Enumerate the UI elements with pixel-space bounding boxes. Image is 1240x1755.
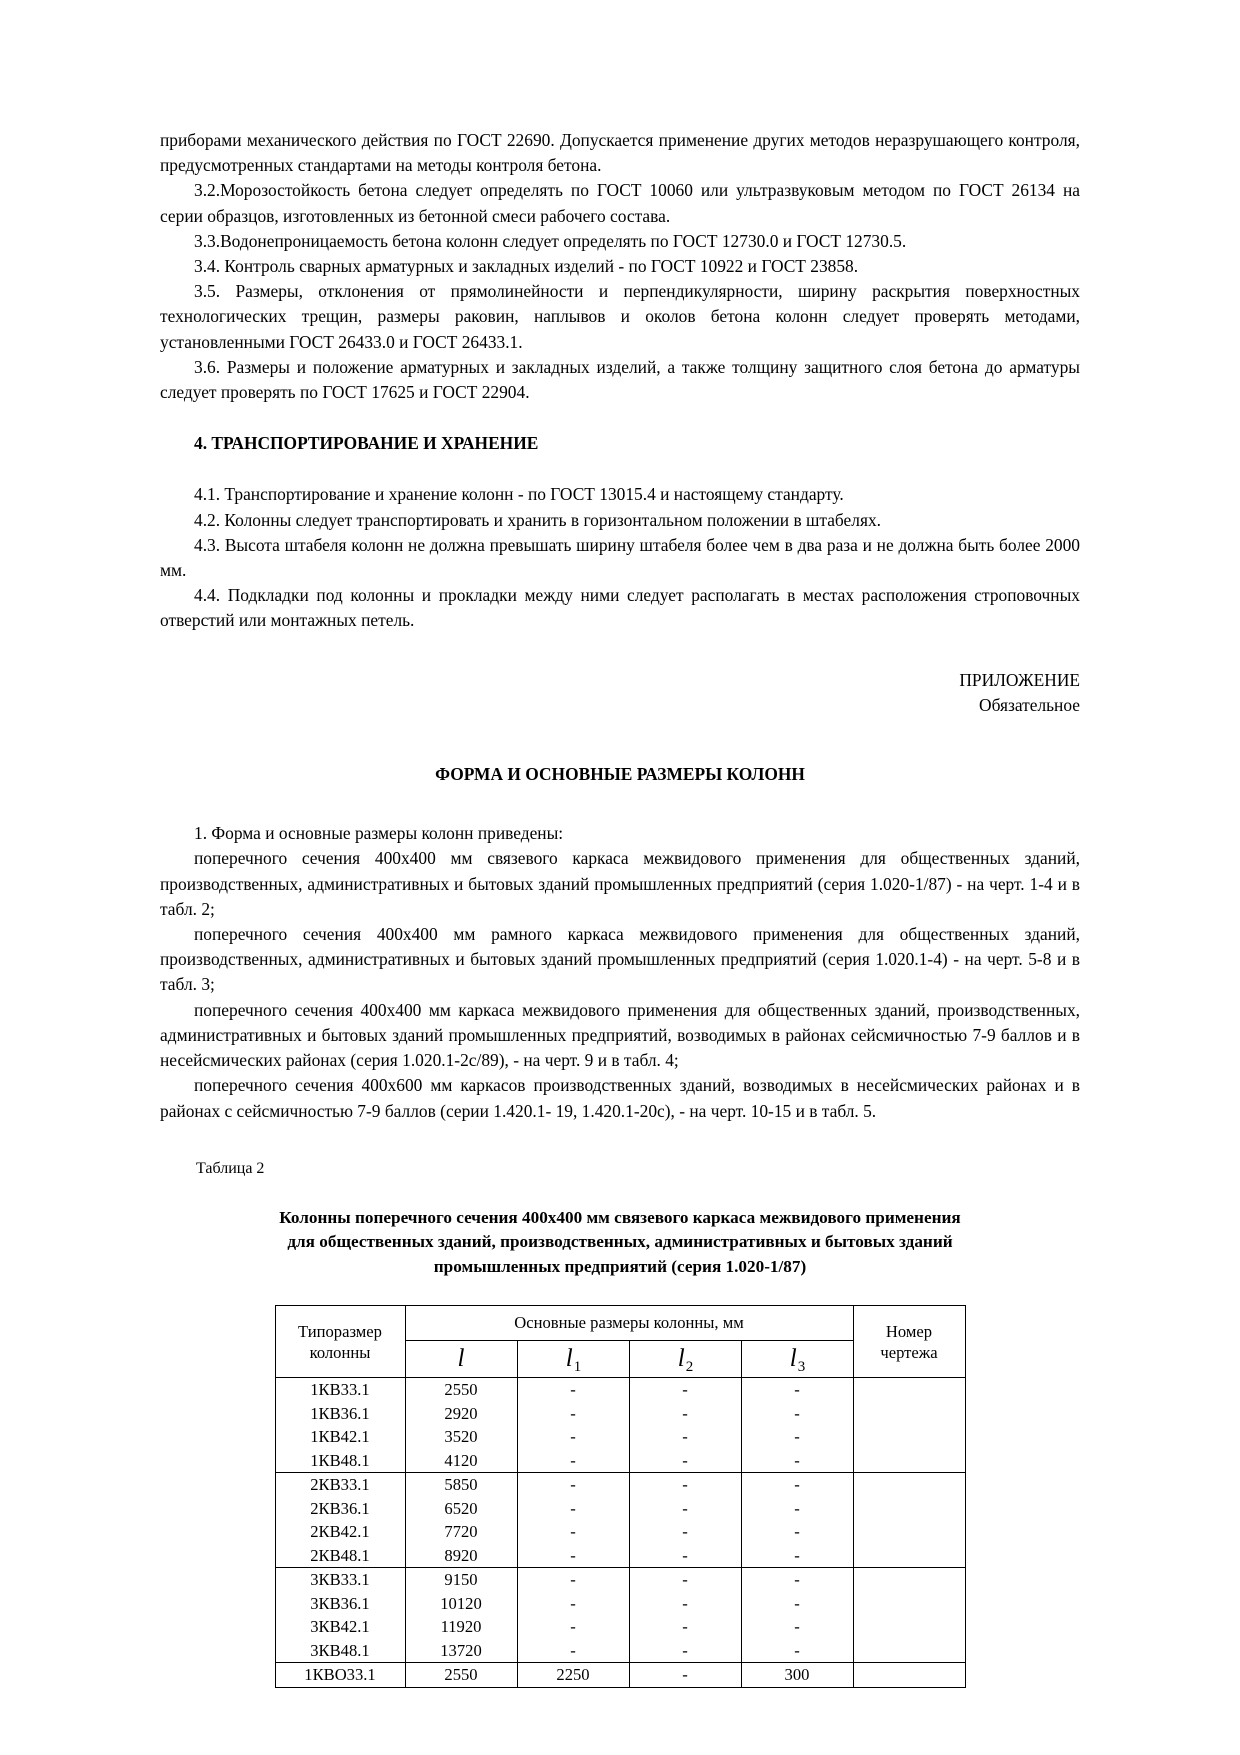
cell-drawing-number (853, 1402, 965, 1426)
cell-l: 3520 (405, 1425, 517, 1449)
cell-l3: - (741, 1402, 853, 1426)
cell-l2: - (629, 1663, 741, 1688)
symbol-l3-base: l (789, 1345, 797, 1373)
cell-column-type: 3КВ33.1 (275, 1568, 405, 1592)
table-body (275, 1378, 965, 1688)
cell-l: 7720 (405, 1520, 517, 1544)
cell-drawing-number (853, 1520, 965, 1544)
cell-column-type: 1КВ36.1 (275, 1402, 405, 1426)
cell-column-type: 1КВ42.1 (275, 1425, 405, 1449)
cell-l3: - (741, 1520, 853, 1544)
cell-drawing-number (853, 1592, 965, 1616)
cell-l3: - (741, 1568, 853, 1592)
cell-l: 10120 (405, 1592, 517, 1616)
cell-l1: - (517, 1497, 629, 1521)
spacer (160, 718, 1080, 762)
paragraph-3-5: 3.5. Размеры, отклонения от прямолинейности и перпендикулярности, ширину раскрытия поверхностных технологических трещин, размеры раковин, наплывов и околов бетона колонн следует проверять методами, установленными ГОСТ 26433.0 и ГОСТ 26433.1. (160, 281, 1080, 352)
table-row (275, 1663, 965, 1688)
table-row (275, 1520, 965, 1544)
header-column-type-line2: колонны (309, 1342, 371, 1362)
cell-l2: - (629, 1592, 741, 1616)
cell-l: 13720 (405, 1639, 517, 1663)
spacer (160, 787, 1080, 821)
cell-column-type: 2КВ36.1 (275, 1497, 405, 1521)
cell-column-type: 3КВ48.1 (275, 1639, 405, 1663)
table-row (275, 1449, 965, 1473)
cell-l3: - (741, 1615, 853, 1639)
table-row (275, 1592, 965, 1616)
spacer (160, 634, 1080, 668)
paragraph-3-4: 3.4. Контроль сварных арматурных и закладных изделий - по ГОСТ 10922 и ГОСТ 23858. (194, 256, 859, 277)
cell-l1: - (517, 1378, 629, 1402)
table-row (275, 1425, 965, 1449)
symbol-l1-base: l (565, 1345, 573, 1373)
header-symbol-l (405, 1341, 517, 1378)
cell-l2: - (629, 1520, 741, 1544)
cell-drawing-number (853, 1568, 965, 1592)
header-column-type-line1: Типоразмер (298, 1321, 382, 1341)
header-symbol-l3 (741, 1341, 853, 1378)
cell-l3: 300 (741, 1663, 853, 1688)
symbol-l2-sub: 2 (685, 1359, 694, 1376)
symbol-l3-sub: 3 (797, 1359, 806, 1376)
appendix-label: ПРИЛОЖЕНИЕ (959, 669, 1080, 690)
cell-l2: - (629, 1544, 741, 1568)
cell-l1: - (517, 1544, 629, 1568)
paragraph-3-6: 3.6. Размеры и положение арматурных и закладных изделий, а также толщину защитного слоя бетона до арматуры следует проверять по ГОСТ 17625 и ГОСТ 22904. (160, 356, 1080, 403)
cell-l: 8920 (405, 1544, 517, 1568)
cell-column-type: 2КВ42.1 (275, 1520, 405, 1544)
cell-column-type: 2КВ33.1 (275, 1473, 405, 1497)
cell-l2: - (629, 1568, 741, 1592)
cell-l: 4120 (405, 1449, 517, 1473)
cell-l1: - (517, 1402, 629, 1426)
table-head (275, 1306, 965, 1378)
cell-l: 2920 (405, 1402, 517, 1426)
cell-drawing-number (853, 1425, 965, 1449)
cell-l2: - (629, 1615, 741, 1639)
table-row (275, 1568, 965, 1592)
paragraph-3-3: 3.3.Водонепроницаемость бетона колонн следует определять по ГОСТ 12730.0 и ГОСТ 12730.5. (194, 230, 907, 251)
cell-l: 2550 (405, 1378, 517, 1402)
symbol-l1-sub: 1 (573, 1359, 582, 1376)
table-row (275, 1497, 965, 1521)
table-row (275, 1378, 965, 1402)
header-drawing-number-line2: чертежа (880, 1342, 938, 1362)
cell-drawing-number (853, 1639, 965, 1663)
cell-drawing-number (853, 1544, 965, 1568)
appendix-item-3: поперечного сечения 400х400 мм каркаса межвидового применения для общественных зданий, производственных, административных и бытовых зданий промышленных предприятий, возводимых в районах сейсмичностью 7-9 баллов и в несейсмических районах (серия 1.020.1-2с/89), - на черт. 9 и в табл. 4; (160, 999, 1080, 1071)
paragraph-4-3: 4.3. Высота штабеля колонн не должна превышать ширину штабеля более чем в два раза и не должна быть более 2000 мм. (160, 534, 1080, 581)
table-row (275, 1402, 965, 1426)
table-title-line-2: для общественных зданий, производственных, административных и бытовых зданий (287, 1232, 953, 1252)
header-column-type (275, 1306, 405, 1378)
cell-l1: - (517, 1615, 629, 1639)
cell-drawing-number (853, 1378, 965, 1402)
header-drawing-number-line1: Номер (885, 1321, 933, 1341)
spacer (160, 405, 1080, 431)
spacer (160, 1279, 1080, 1305)
cell-l1: - (517, 1449, 629, 1473)
paragraph-4-1: 4.1. Транспортирование и хранение колонн - по ГОСТ 13015.4 и настоящему стандарту. (194, 484, 844, 505)
cell-l3: - (741, 1449, 853, 1473)
table-title (220, 1206, 1020, 1280)
table-row (275, 1473, 965, 1497)
cell-drawing-number (853, 1497, 965, 1521)
cell-l3: - (741, 1473, 853, 1497)
cell-column-type: 3КВ36.1 (275, 1592, 405, 1616)
cell-l2: - (629, 1639, 741, 1663)
appendix-obligatory-label: Обязательное (979, 694, 1080, 715)
cell-l1: - (517, 1592, 629, 1616)
cell-l: 6520 (405, 1497, 517, 1521)
cell-l1: - (517, 1520, 629, 1544)
spacer (160, 1124, 1080, 1158)
appendix-title: ФОРМА И ОСНОВНЫЕ РАЗМЕРЫ КОЛОНН (435, 764, 805, 785)
cell-l1: 2250 (517, 1663, 629, 1688)
header-symbol-l2 (629, 1341, 741, 1378)
cell-l2: - (629, 1402, 741, 1426)
cell-l1: - (517, 1425, 629, 1449)
cell-drawing-number (853, 1663, 965, 1688)
table-header-row-1 (275, 1306, 965, 1341)
header-drawing-number (853, 1306, 965, 1378)
symbol-l-base: l (457, 1345, 465, 1373)
cell-l1: - (517, 1639, 629, 1663)
cell-l: 2550 (405, 1663, 517, 1688)
paragraph-4-2: 4.2. Колонны следует транспортировать и хранить в горизонтальном положении в штабелях. (194, 509, 881, 530)
table-row (275, 1639, 965, 1663)
table-title-line-3: промышленных предприятий (серия 1.020-1/87) (433, 1256, 807, 1276)
cell-l3: - (741, 1425, 853, 1449)
spacer (160, 456, 1080, 482)
heading-section-4: 4. ТРАНСПОРТИРОВАНИЕ И ХРАНЕНИЕ (194, 433, 539, 454)
table-title-line-1: Колонны поперечного сечения 400х400 мм связевого каркаса межвидового применения (279, 1207, 961, 1227)
cell-column-type: 3КВ42.1 (275, 1615, 405, 1639)
column-dimensions-table (275, 1305, 966, 1688)
paragraph-3-1-continuation: приборами механического действия по ГОСТ 22690. Допускается применение других методов неразрушающего контроля, предусмотренных стандартами на методы контроля бетона. (160, 130, 1080, 176)
cell-l2: - (629, 1425, 741, 1449)
appendix-intro: 1. Форма и основные размеры колонн приведены: (194, 823, 564, 844)
cell-l3: - (741, 1378, 853, 1402)
cell-drawing-number (853, 1473, 965, 1497)
appendix-item-1: поперечного сечения 400х400 мм связевого каркаса межвидового применения для общественных зданий, производственных, административных и бытовых зданий промышленных предприятий (серия 1.020-1/87) - на черт. 1-4 и в табл. 2; (160, 848, 1080, 919)
spacer (160, 1180, 1080, 1206)
cell-l1: - (517, 1568, 629, 1592)
table-caption-label: Таблица 2 (196, 1159, 265, 1177)
cell-column-type: 2КВ48.1 (275, 1544, 405, 1568)
table-row (275, 1615, 965, 1639)
cell-column-type: 1КВО33.1 (275, 1663, 405, 1688)
paragraph-4-4: 4.4. Подкладки под колонны и прокладки между ними следует располагать в местах расположения строповочных отверстий или монтажных петель. (160, 585, 1080, 631)
cell-column-type: 1КВ48.1 (275, 1449, 405, 1473)
cell-l3: - (741, 1497, 853, 1521)
table-row (275, 1544, 965, 1568)
appendix-item-4: поперечного сечения 400х600 мм каркасов производственных зданий, возводимых в несейсмических районах и в районах с сейсмичностью 7-9 баллов (серии 1.420.1- 19, 1.420.1-20с), - на черт. 10-15 и в табл. 5. (160, 1075, 1080, 1121)
paragraph-3-2: 3.2.Морозостойкость бетона следует определять по ГОСТ 10060 или ультразвуковым методом по ГОСТ 26134 на серии образцов, изготовленных из бетонной смеси рабочего состава. (160, 180, 1080, 226)
cell-l2: - (629, 1497, 741, 1521)
cell-l2: - (629, 1449, 741, 1473)
symbol-l2-base: l (677, 1345, 685, 1373)
cell-l: 9150 (405, 1568, 517, 1592)
header-group-main-dimensions: Основные размеры колонны, мм (405, 1306, 853, 1341)
header-symbol-l1 (517, 1341, 629, 1378)
document-page (160, 128, 1080, 1688)
cell-column-type: 1КВ33.1 (275, 1378, 405, 1402)
cell-l: 5850 (405, 1473, 517, 1497)
cell-drawing-number (853, 1615, 965, 1639)
cell-l: 11920 (405, 1615, 517, 1639)
cell-l3: - (741, 1544, 853, 1568)
appendix-item-2: поперечного сечения 400х400 мм рамного каркаса межвидового применения для общественных зданий, производственных, административных и бытовых зданий промышленных предприятий (серия 1.020.1-4) - на черт. 5-8 и в табл. 3; (160, 924, 1080, 995)
cell-l1: - (517, 1473, 629, 1497)
cell-l3: - (741, 1592, 853, 1616)
cell-drawing-number (853, 1449, 965, 1473)
cell-l2: - (629, 1378, 741, 1402)
cell-l3: - (741, 1639, 853, 1663)
cell-l2: - (629, 1473, 741, 1497)
